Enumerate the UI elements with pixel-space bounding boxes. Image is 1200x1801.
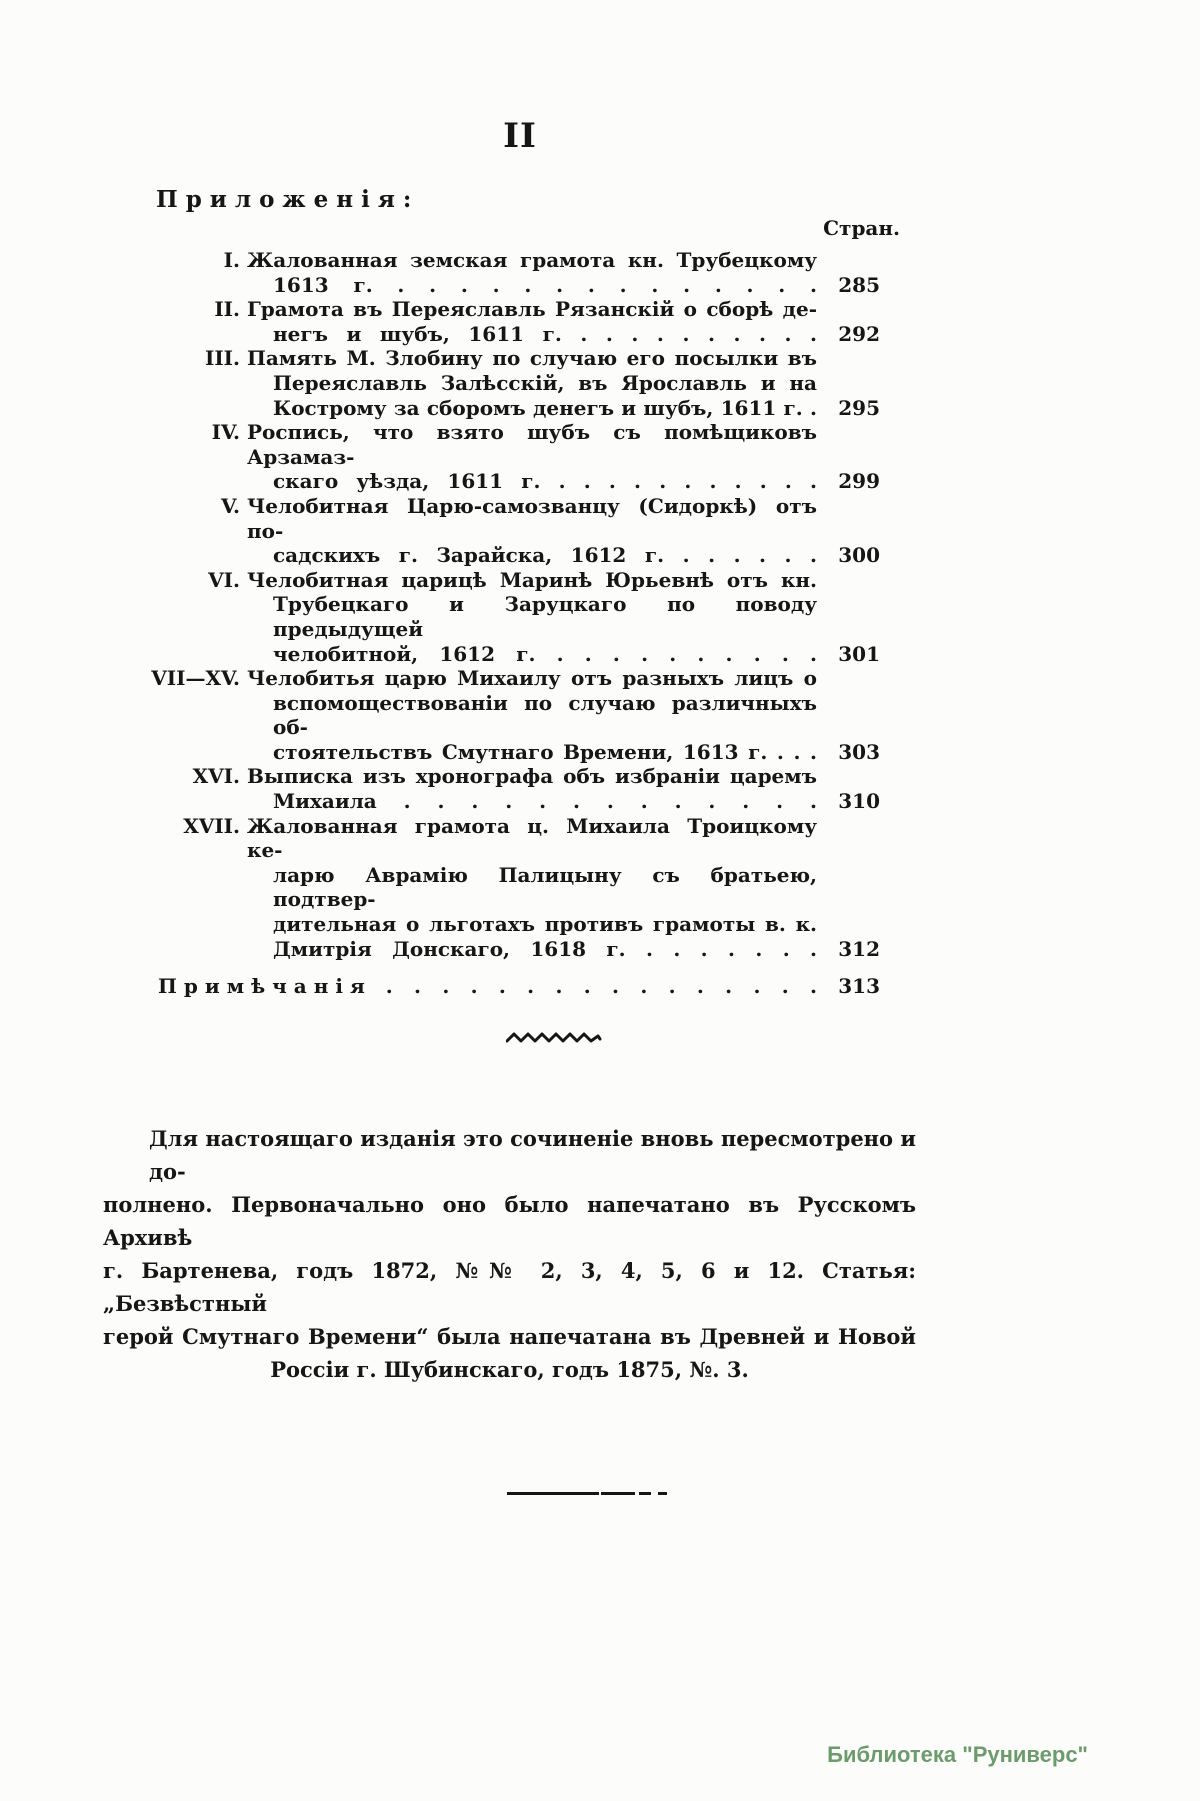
toc-entry-line: 1613 г. . . . . . . . . . . . . . .: [273, 272, 817, 297]
toc-entry: [135, 764, 880, 813]
toc-entry-body: [247, 297, 817, 346]
paragraph-line: герой Смутнаго Времени“ была напечатана въ Древней и Новой: [103, 1324, 916, 1349]
toc-entry-line: Дмитрія Донскаго, 1618 г. . . . . . . .: [273, 936, 817, 961]
squiggle-separator: [506, 1030, 602, 1049]
paragraph-line: г. Бартенева, годъ 1872, №№ 2, 3, 4, 5, 6 и 12. Статья: „Безвѣстный: [103, 1258, 916, 1316]
page-folio-number: II: [503, 116, 537, 156]
squiggle-icon: [506, 1031, 602, 1045]
paragraph-line: Россіи г. Шубинскаго, годъ 1875, №. 3.: [270, 1357, 749, 1382]
toc-entry-page: 299: [838, 469, 880, 494]
toc-entry-line: негъ и шубъ, 1611 г. . . . . . . . . . .: [273, 321, 817, 346]
toc-entry: [135, 420, 880, 494]
toc-entry-line: садскихъ г. Зарайска, 1612 г. . . . . . .: [273, 543, 817, 568]
notes-row: [135, 974, 880, 999]
toc-entry-line: Переяславль Залѣсскій, въ Ярославль и на: [273, 370, 817, 395]
toc-entry-page: 285: [838, 272, 880, 297]
toc-entry-numeral: V.: [221, 493, 240, 518]
library-watermark: Библиотека "Руниверс": [827, 1742, 1088, 1767]
toc-entry-page: 301: [838, 641, 880, 666]
toc-entry-page: 292: [838, 321, 880, 346]
toc-entry-page: 310: [838, 789, 880, 814]
toc-entry-line: стоятельствъ Смутнаго Времени, 1613 г. . . .: [273, 739, 817, 764]
toc-entry-line: вспомоществованіи по случаю различныхъ об-: [273, 690, 817, 740]
paragraph-line: полнено. Первоначально оно было напечатано въ Русскомъ Архивѣ: [103, 1192, 916, 1250]
notes-page-number: 313: [838, 974, 880, 999]
toc-entry-body: [247, 248, 817, 297]
toc-entry-line: Челобитная Царю-самозванцу (Сидоркѣ) отъ по-: [247, 493, 817, 543]
toc-entry-numeral: VII—XV.: [151, 666, 240, 691]
toc-entry-numeral: III.: [204, 346, 240, 371]
toc-entry-numeral: XVII.: [183, 813, 240, 838]
toc-entry-line: дительная о льготахъ противъ грамоты в. к.: [273, 912, 817, 937]
toc-entry-line: челобитной, 1612 г. . . . . . . . . . .: [273, 641, 817, 666]
toc-entry-line: скаго уѣзда, 1611 г. . . . . . . . . . . .: [273, 469, 817, 494]
toc-entry-line: Кострому за сборомъ денегъ и шубъ, 1611 г. .: [273, 395, 817, 420]
toc-entry-line: Челобитная царицѣ Маринѣ Юрьевнѣ отъ кн.: [247, 567, 817, 592]
toc-entry-numeral: XVI.: [192, 764, 240, 789]
toc-entry-line: Трубецкаго и Заруцкаго по поводу предыдущей: [273, 592, 817, 641]
toc-entry: [135, 666, 880, 764]
toc-entry: [135, 814, 880, 962]
toc-entry-numeral: IV.: [211, 420, 240, 445]
toc-entry-numeral: II.: [214, 297, 240, 322]
toc-entry-line: ларю Аврамію Палицыну съ братьею, подтвер-: [273, 862, 817, 912]
toc-entry: [135, 568, 880, 666]
toc-entry-line: Грамота въ Переяславль Рязанскій о сборѣ де-: [247, 297, 817, 322]
toc-entry-body: [247, 346, 817, 420]
toc-entry-page: 300: [838, 543, 880, 568]
toc-entries: [135, 248, 880, 999]
dot-leader: . . . . . . . . . . . . . . . .: [385, 974, 817, 999]
toc-entry-body: [247, 420, 817, 494]
toc-entry-body: [247, 568, 817, 666]
toc-entry-page: 303: [838, 739, 880, 764]
toc-entry: [135, 248, 880, 297]
toc-entry-body: [247, 814, 817, 962]
toc-entry-body: [247, 666, 817, 764]
toc-entry-body: [247, 494, 817, 568]
toc-entry-line: Роспись, что взято шубъ съ помѣщиковъ Арзамаз-: [247, 420, 817, 469]
edition-note-paragraph: [103, 1122, 916, 1386]
appendices-heading: Приложенія:: [156, 186, 420, 213]
toc-entry-line: Память М. Злобину по случаю его посылки въ: [247, 346, 817, 371]
end-rule: [507, 1492, 667, 1495]
toc-entry-numeral: I.: [223, 248, 240, 272]
toc-entry-numeral: VI.: [208, 567, 240, 592]
toc-entry-line: Жалованная земская грамота кн. Трубецкому: [247, 248, 817, 272]
toc-entry-line: Челобитья царю Михаилу отъ разныхъ лицъ о: [247, 666, 817, 691]
toc-entry: [135, 494, 880, 568]
toc-entry-page: 295: [838, 395, 880, 420]
toc-entry-line: Выписка изъ хронографа объ избраніи царемъ: [247, 764, 817, 789]
toc-entry: [135, 297, 880, 346]
page-column-header: Стран.: [823, 216, 900, 240]
toc-entry-line: Михаила . . . . . . . . . . . . .: [273, 789, 817, 814]
toc-entry-page: 312: [838, 936, 880, 961]
notes-label: Примѣчанія: [158, 974, 372, 999]
paragraph-line: Для настоящаго изданія это сочиненіе вновь пересмотрено и до-: [149, 1126, 916, 1184]
toc-entry-body: [247, 764, 817, 813]
toc-entry-line: Жалованная грамота ц. Михаила Троицкому ке-: [247, 813, 817, 863]
toc-entry: [135, 346, 880, 420]
